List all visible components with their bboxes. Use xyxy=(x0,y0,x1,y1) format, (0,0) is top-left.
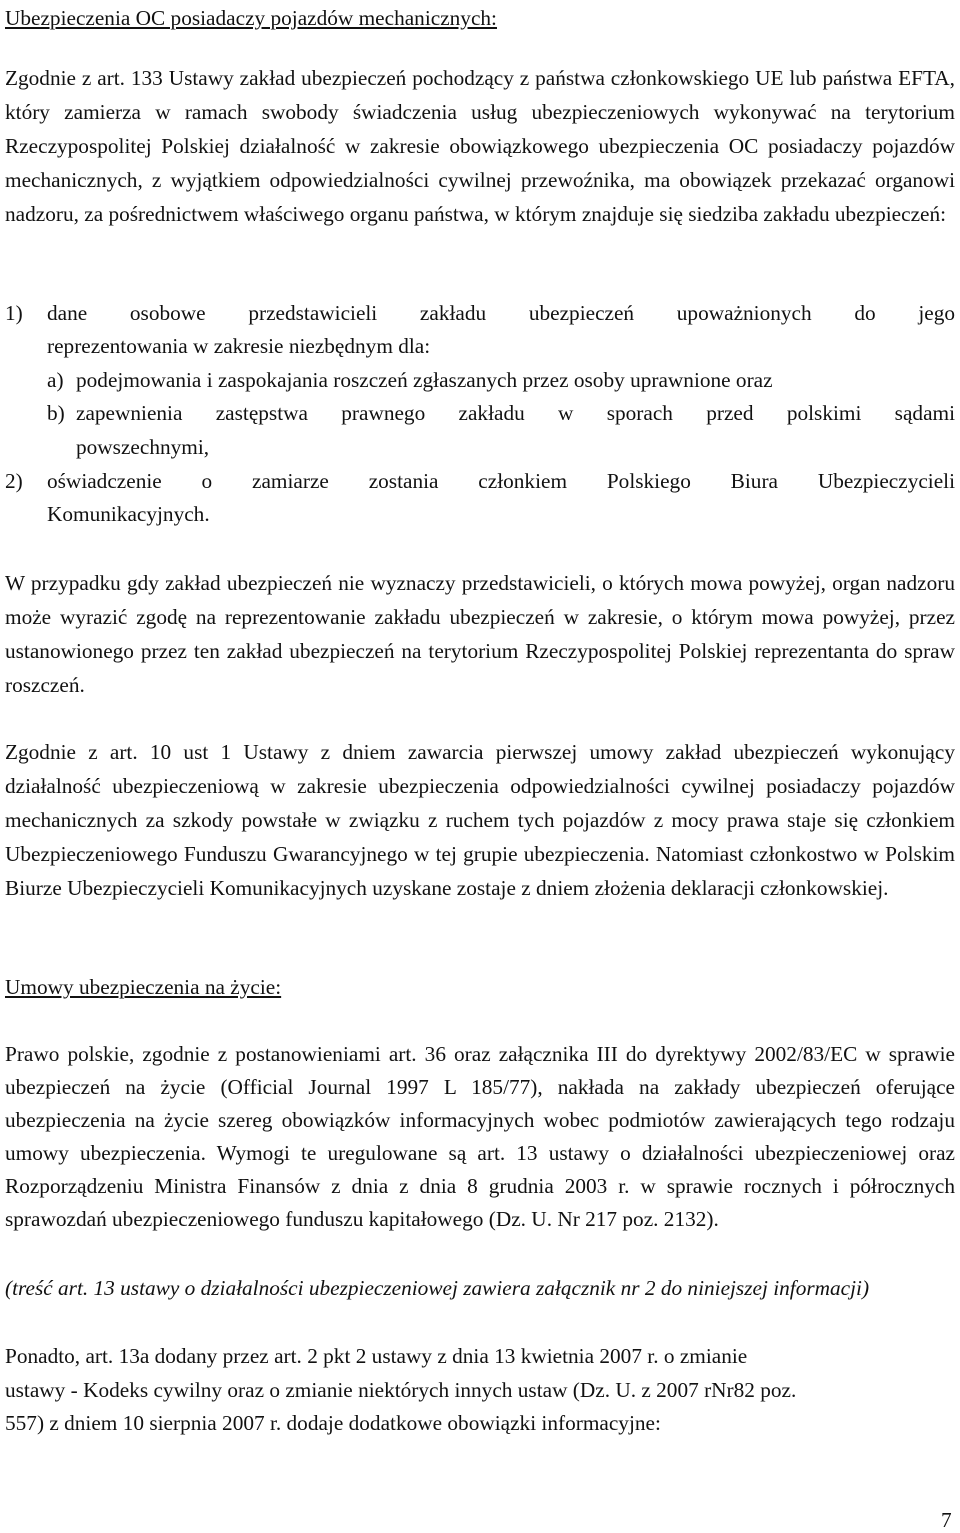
paragraph-life-law: Prawo polskie, zgodnie z postanowieniami art. 36 oraz załącznika III do dyrektywy 2002/83/EC w sprawie ubezpieczeń na życie (Official Journal 1997 L 185/77), nakłada na zakłady ubezpieczeń oferujące ubezpieczenia na życie szereg obowiązków informacyjnych wobec podmiotów zawierających tego rodzaju umowy ubezpieczenia. Wymogi te uregulowane są art. 13 ustawy o działalności ubezpieczeniowej oraz Rozporządzeniu Ministra Finansów z dnia z dnia 8 grudnia 2003 r. w sprawie rocznych i półrocznych sprawozdań ubezpieczeniowego funduszu kapitałowego (Dz. U. Nr 217 poz. 2132). xyxy=(5,1042,955,1231)
section-heading-life: Umowy ubezpieczenia na życie: xyxy=(5,975,282,999)
list-item-2-line1: oświadczenie o zamiarze zostania członkiem Polskiego Biura Ubezpieczycieli xyxy=(47,469,955,493)
list-item-2-line2: Komunikacyjnych. xyxy=(47,502,210,526)
list-letter-a: a) xyxy=(47,368,64,392)
paragraph-note-italic: (treść art. 13 ustawy o działalności ubezpieczeniowej zawiera załącznik nr 2 do niniejszej informacji) xyxy=(5,1276,870,1300)
paragraph-ponadto-line3: 557) z dniem 10 sierpnia 2007 r. dodaje dodatkowe obowiązki informacyjne: xyxy=(5,1411,661,1435)
list-item-1-line2: reprezentowania w zakresie niezbędnym dla: xyxy=(47,334,431,358)
paragraph-art133: Zgodnie z art. 133 Ustawy zakład ubezpieczeń pochodzący z państwa członkowskiego UE lub państwa EFTA, który zamierza w ramach swobody świadczenia usług ubezpieczeniowych wykonywać na terytorium Rzeczypospolitej Polskiej działalność w zakresie obowiązkowego ubezpieczenia OC posiadaczy pojazdów mechanicznych, z wyjątkiem odpowiedzialności cywilnej przewoźnika, ma obowiązek przekazać organowi nadzoru, za pośrednictwem właściwego organu państwa, w którym znajduje się siedziba zakładu ubezpieczeń: xyxy=(5,66,955,226)
paragraph-art10: Zgodnie z art. 10 ust 1 Ustawy z dniem zawarcia pierwszej umowy zakład ubezpieczeń wykonujący działalność ubezpieczeniową w zakresie ubezpieczenia odpowiedzialności cywilnej posiadaczy pojazdów mechanicznych za szkody powstałe w związku z ruchem tych pojazdów z mocy prawa staje się członkiem Ubezpieczeniowego Funduszu Gwarancyjnego w tej grupie ubezpieczenia. Natomiast członkostwo w Polskim Biurze Ubezpieczycieli Komunikacyjnych uzyskane zostaje z dniem złożenia deklaracji członkowskiej. xyxy=(5,740,955,900)
list-number-2: 2) xyxy=(5,469,23,493)
list-item-1b-line2: powszechnymi, xyxy=(76,435,210,459)
page-number: 7 xyxy=(941,1508,952,1532)
list-letter-b: b) xyxy=(47,401,65,425)
list-item-1b-line1: zapewnienia zastępstwa prawnego zakładu w sporach przed polskimi sądami xyxy=(76,401,955,425)
list-item-1a: podejmowania i zaspokajania roszczeń zgłaszanych przez osoby uprawnione oraz xyxy=(76,368,773,392)
paragraph-ponadto-line2: ustawy - Kodeks cywilny oraz o zmianie niektórych innych ustaw (Dz. U. z 2007 rNr82 poz. xyxy=(5,1378,797,1402)
section-heading-oc: Ubezpieczenia OC posiadaczy pojazdów mechanicznych: xyxy=(5,6,497,30)
list-item-1-line1: dane osobowe przedstawicieli zakładu ubezpieczeń upoważnionych do jego xyxy=(47,301,955,325)
paragraph-representative: W przypadku gdy zakład ubezpieczeń nie wyznaczy przedstawicieli, o których mowa powyżej, organ nadzoru może wyrazić zgodę na reprezentowanie zakładu ubezpieczeń w zakresie, o którym mowa powyżej, przez ustanowionego przez ten zakład ubezpieczeń na terytorium Rzeczypospolitej Polskiej reprezentanta do spraw roszczeń. xyxy=(5,571,955,697)
list-number-1: 1) xyxy=(5,301,23,325)
paragraph-ponadto-line1: Ponadto, art. 13a dodany przez art. 2 pkt 2 ustawy z dnia 13 kwietnia 2007 r. o zmianie xyxy=(5,1344,748,1368)
